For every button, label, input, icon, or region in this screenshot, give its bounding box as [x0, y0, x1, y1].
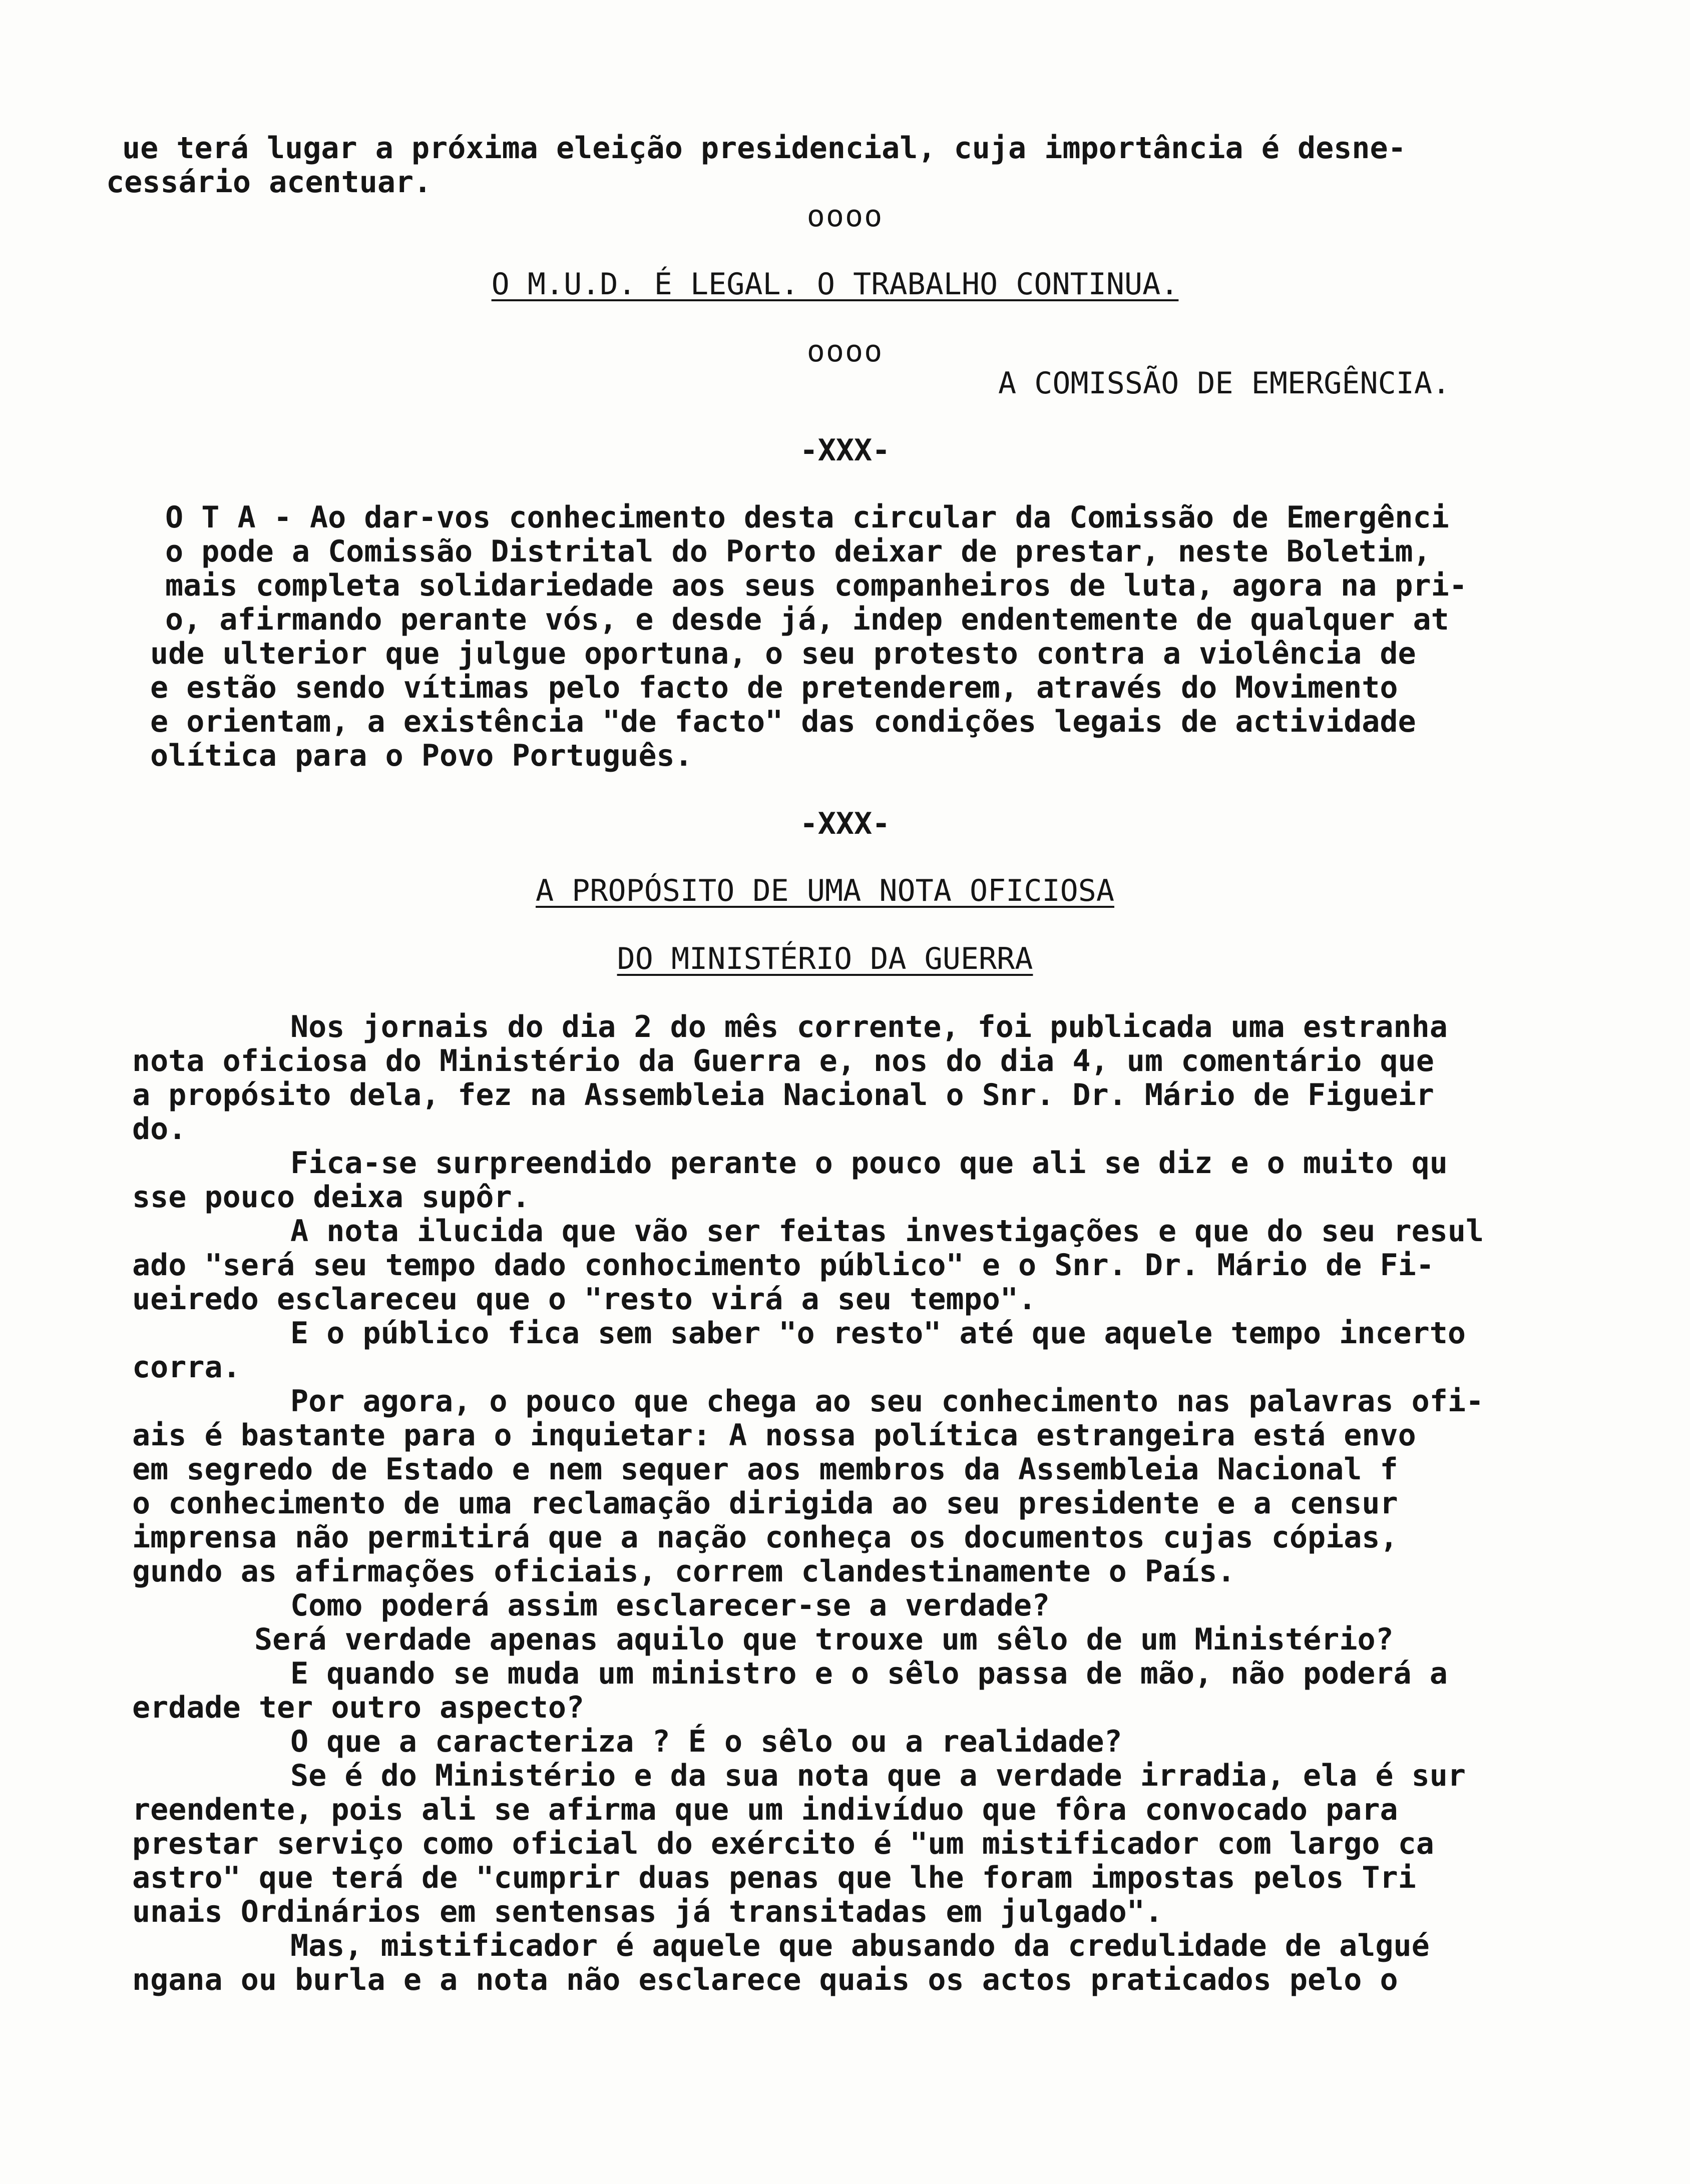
- nota-line: o, afirmando perante vós, e desde já, indep endentemente de qualquer at: [165, 602, 1449, 637]
- nota-line: e orientam, a existência "de facto" das condições legais de actividade: [150, 704, 1416, 739]
- body-line: E o público fica sem saber "o resto" até que aquele tempo incerto: [290, 1316, 1466, 1351]
- separator-xxx: -XXX-: [799, 806, 891, 841]
- body-line: Nos jornais do dia 2 do mês corrente, foi publicada uma estranha: [290, 1009, 1448, 1044]
- headline: O M.U.D. É LEGAL. O TRABALHO CONTINUA.: [491, 267, 1179, 302]
- body-line: reendente, pois ali se afirma que um indivíduo que fôra convocado para: [132, 1792, 1398, 1827]
- body-line: sse pouco deixa supôr.: [132, 1180, 530, 1215]
- body-line: Como poderá assim esclarecer-se a verdade?: [290, 1588, 1050, 1623]
- separator-oooo: oooo: [806, 199, 884, 234]
- body-line: O que a caracteriza ? É o sêlo ou a realidade?: [290, 1724, 1122, 1759]
- article-title-line-2: DO MINISTÉRIO DA GUERRA: [617, 941, 1033, 976]
- body-line: ais é bastante para o inquietar: A nossa política estrangeira está envo: [132, 1418, 1416, 1453]
- body-line: A nota ilucida que vão ser feitas investigações e que do seu resul: [290, 1214, 1484, 1249]
- separator-oooo: oooo: [806, 334, 884, 369]
- separator-xxx: -XXX-: [799, 433, 891, 468]
- nota-line: O T A - Ao dar-vos conhecimento desta circular da Comissão de Emergênci: [165, 500, 1449, 535]
- body-line: ado "será seu tempo dado conhocimento público" e o Snr. Dr. Mário de Fi-: [132, 1248, 1434, 1283]
- body-line: E quando se muda um ministro e o sêlo passa de mão, não poderá a: [290, 1656, 1448, 1691]
- nota-line: o pode a Comissão Distrital do Porto deixar de prestar, neste Boletim,: [165, 534, 1431, 569]
- intro-line-2: cessário acentuar.: [106, 165, 432, 200]
- body-line: erdade ter outro aspecto?: [132, 1690, 585, 1725]
- nota-line: e estão sendo vítimas pelo facto de pretenderem, através do Movimento: [150, 670, 1398, 705]
- body-line: Mas, mistificador é aquele que abusando da credulidade de algué: [290, 1928, 1430, 1963]
- body-line: imprensa não permitirá que a nação conheça os documentos cujas cópias,: [132, 1520, 1398, 1555]
- body-line: ueiredo esclareceu que o "resto virá a seu tempo".: [132, 1282, 1037, 1317]
- signature: A COMISSÃO DE EMERGÊNCIA.: [998, 366, 1451, 401]
- body-line: prestar serviço como oficial do exército é "um mistificador com largo ca: [132, 1826, 1434, 1861]
- intro-line-1: ue terá lugar a próxima eleição presidencial, cuja importância é desne-: [122, 131, 1406, 166]
- body-line: o conhecimento de uma reclamação dirigida ao seu presidente e a censur: [132, 1486, 1398, 1521]
- body-line: corra.: [132, 1350, 241, 1385]
- body-line: ngana ou burla e a nota não esclarece quais os actos praticados pelo o: [132, 1962, 1398, 1997]
- nota-line: mais completa solidariedade aos seus companheiros de luta, agora na pri-: [165, 568, 1467, 603]
- body-line: unais Ordinários em sentensas já transitadas em julgado".: [132, 1894, 1163, 1929]
- body-line: astro" que terá de "cumprir duas penas que lhe foram impostas pelos Tri: [132, 1860, 1416, 1895]
- body-line: nota oficiosa do Ministério da Guerra e, nos do dia 4, um comentário que: [132, 1043, 1434, 1078]
- body-line: do.: [132, 1112, 187, 1147]
- body-line: gundo as afirmações oficiais, correm clandestinamente o País.: [132, 1554, 1235, 1589]
- nota-line: ude ulterior que julgue oportuna, o seu protesto contra a violência de: [150, 636, 1416, 671]
- nota-line: olítica para o Povo Português.: [150, 738, 693, 773]
- body-line: Fica-se surpreendido perante o pouco que ali se diz e o muito qu: [290, 1146, 1448, 1181]
- body-line: a propósito dela, fez na Assembleia Nacional o Snr. Dr. Mário de Figueir: [132, 1077, 1434, 1113]
- body-line: Se é do Ministério e da sua nota que a verdade irradia, ela é sur: [290, 1758, 1466, 1793]
- article-title-line-1: A PROPÓSITO DE UMA NOTA OFICIOSA: [536, 873, 1114, 908]
- body-line: em segredo de Estado e nem sequer aos membros da Assembleia Nacional f: [132, 1452, 1398, 1487]
- body-line: Por agora, o pouco que chega ao seu conhecimento nas palavras ofi-: [290, 1384, 1484, 1419]
- body-line: Será verdade apenas aquilo que trouxe um sêlo de um Ministério?: [254, 1622, 1394, 1657]
